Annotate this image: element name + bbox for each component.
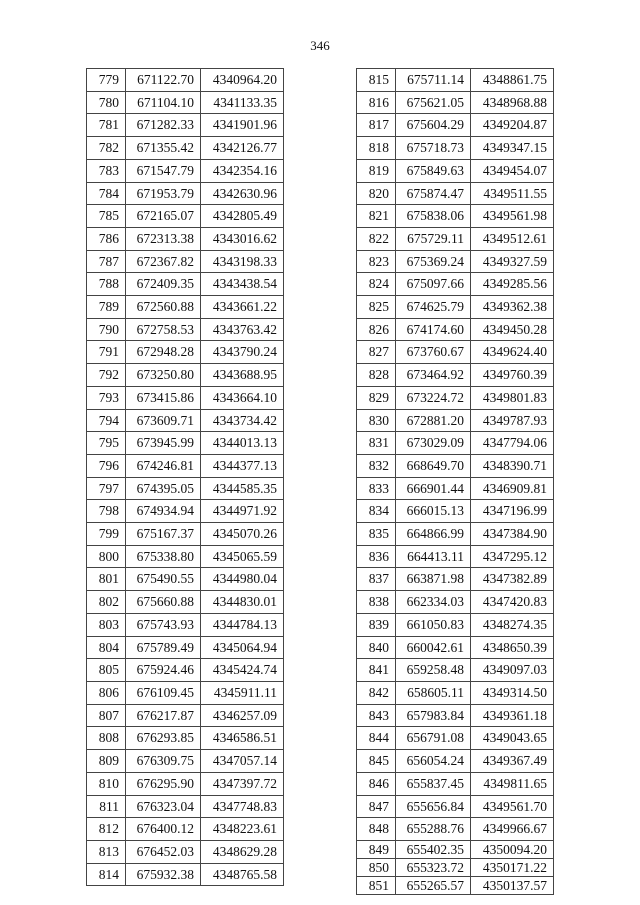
point-number-cell: 844 <box>357 727 396 750</box>
table-row <box>87 477 284 500</box>
y-coordinate-cell: 4349801.83 <box>471 386 554 409</box>
point-number-cell: 789 <box>87 296 126 319</box>
table-row <box>357 477 554 500</box>
table-row <box>357 454 554 477</box>
y-coordinate-cell: 4349966.67 <box>471 818 554 841</box>
table-row <box>357 636 554 659</box>
x-coordinate-cell: 673029.09 <box>396 432 471 455</box>
x-coordinate-cell: 674174.60 <box>396 318 471 341</box>
point-number-cell: 848 <box>357 818 396 841</box>
point-number-cell: 791 <box>87 341 126 364</box>
y-coordinate-cell: 4349624.40 <box>471 341 554 364</box>
x-coordinate-cell: 661050.83 <box>396 613 471 636</box>
table-row <box>87 137 284 160</box>
point-number-cell: 833 <box>357 477 396 500</box>
x-coordinate-cell: 675838.06 <box>396 205 471 228</box>
y-coordinate-cell: 4348765.58 <box>201 863 284 886</box>
table-row <box>357 876 554 894</box>
x-coordinate-cell: 675338.80 <box>126 545 201 568</box>
x-coordinate-cell: 655323.72 <box>396 858 471 876</box>
table-row <box>357 69 554 92</box>
point-number-cell: 840 <box>357 636 396 659</box>
table-row <box>87 613 284 636</box>
x-coordinate-cell: 671953.79 <box>126 182 201 205</box>
point-number-cell: 831 <box>357 432 396 455</box>
table-row <box>357 613 554 636</box>
y-coordinate-cell: 4348861.75 <box>471 69 554 92</box>
x-coordinate-cell: 671547.79 <box>126 159 201 182</box>
point-number-cell: 846 <box>357 772 396 795</box>
y-coordinate-cell: 4344784.13 <box>201 613 284 636</box>
x-coordinate-cell: 674625.79 <box>396 296 471 319</box>
y-coordinate-cell: 4344980.04 <box>201 568 284 591</box>
table-row <box>87 205 284 228</box>
x-coordinate-cell: 673760.67 <box>396 341 471 364</box>
point-number-cell: 817 <box>357 114 396 137</box>
x-coordinate-cell: 672758.53 <box>126 318 201 341</box>
x-coordinate-cell: 672881.20 <box>396 409 471 432</box>
y-coordinate-cell: 4345064.94 <box>201 636 284 659</box>
table-row <box>87 659 284 682</box>
y-coordinate-cell: 4345070.26 <box>201 523 284 546</box>
table-row <box>357 568 554 591</box>
x-coordinate-cell: 675849.63 <box>396 159 471 182</box>
x-coordinate-cell: 657983.84 <box>396 704 471 727</box>
table-row <box>357 750 554 773</box>
y-coordinate-cell: 4347295.12 <box>471 545 554 568</box>
table-row <box>87 727 284 750</box>
table-row <box>87 364 284 387</box>
point-number-cell: 820 <box>357 182 396 205</box>
table-row <box>87 227 284 250</box>
x-coordinate-cell: 672560.88 <box>126 296 201 319</box>
x-coordinate-cell: 675621.05 <box>396 91 471 114</box>
x-coordinate-cell: 655288.76 <box>396 818 471 841</box>
point-number-cell: 803 <box>87 613 126 636</box>
table-row <box>87 159 284 182</box>
point-number-cell: 799 <box>87 523 126 546</box>
point-number-cell: 790 <box>87 318 126 341</box>
x-coordinate-cell: 671104.10 <box>126 91 201 114</box>
point-number-cell: 800 <box>87 545 126 568</box>
y-coordinate-cell: 4348629.28 <box>201 840 284 863</box>
y-coordinate-cell: 4348390.71 <box>471 454 554 477</box>
x-coordinate-cell: 660042.61 <box>396 636 471 659</box>
table-row <box>87 500 284 523</box>
point-number-cell: 837 <box>357 568 396 591</box>
point-number-cell: 796 <box>87 454 126 477</box>
point-number-cell: 801 <box>87 568 126 591</box>
y-coordinate-cell: 4347384.90 <box>471 523 554 546</box>
table-row <box>87 114 284 137</box>
point-number-cell: 812 <box>87 818 126 841</box>
point-number-cell: 795 <box>87 432 126 455</box>
point-number-cell: 809 <box>87 750 126 773</box>
table-row <box>357 681 554 704</box>
table-row <box>357 523 554 546</box>
x-coordinate-cell: 675718.73 <box>396 137 471 160</box>
x-coordinate-cell: 676400.12 <box>126 818 201 841</box>
y-coordinate-cell: 4340964.20 <box>201 69 284 92</box>
point-number-cell: 819 <box>357 159 396 182</box>
y-coordinate-cell: 4345065.59 <box>201 545 284 568</box>
point-number-cell: 827 <box>357 341 396 364</box>
point-number-cell: 847 <box>357 795 396 818</box>
table-row <box>87 750 284 773</box>
table-row <box>357 545 554 568</box>
point-number-cell: 821 <box>357 205 396 228</box>
table-row <box>357 409 554 432</box>
x-coordinate-cell: 675932.38 <box>126 863 201 886</box>
table-row <box>87 91 284 114</box>
point-number-cell: 818 <box>357 137 396 160</box>
y-coordinate-cell: 4343734.42 <box>201 409 284 432</box>
y-coordinate-cell: 4348274.35 <box>471 613 554 636</box>
y-coordinate-cell: 4349362.38 <box>471 296 554 319</box>
x-coordinate-cell: 672409.35 <box>126 273 201 296</box>
x-coordinate-cell: 672948.28 <box>126 341 201 364</box>
table-row <box>357 818 554 841</box>
point-number-cell: 826 <box>357 318 396 341</box>
y-coordinate-cell: 4349204.87 <box>471 114 554 137</box>
x-coordinate-cell: 673224.72 <box>396 386 471 409</box>
table-row <box>87 182 284 205</box>
point-number-cell: 797 <box>87 477 126 500</box>
x-coordinate-cell: 675369.24 <box>396 250 471 273</box>
x-coordinate-cell: 666901.44 <box>396 477 471 500</box>
y-coordinate-cell: 4349347.15 <box>471 137 554 160</box>
point-number-cell: 830 <box>357 409 396 432</box>
point-number-cell: 807 <box>87 704 126 727</box>
point-number-cell: 842 <box>357 681 396 704</box>
y-coordinate-cell: 4342126.77 <box>201 137 284 160</box>
x-coordinate-cell: 666015.13 <box>396 500 471 523</box>
point-number-cell: 843 <box>357 704 396 727</box>
point-number-cell: 835 <box>357 523 396 546</box>
y-coordinate-cell: 4344971.92 <box>201 500 284 523</box>
coordinates-table-left <box>86 68 284 886</box>
point-number-cell: 845 <box>357 750 396 773</box>
table-row <box>87 318 284 341</box>
y-coordinate-cell: 4343016.62 <box>201 227 284 250</box>
table-row <box>87 341 284 364</box>
x-coordinate-cell: 675167.37 <box>126 523 201 546</box>
y-coordinate-cell: 4343664.10 <box>201 386 284 409</box>
x-coordinate-cell: 655402.35 <box>396 840 471 858</box>
table-row <box>87 636 284 659</box>
page-number: 346 <box>310 38 330 53</box>
y-coordinate-cell: 4349561.98 <box>471 205 554 228</box>
y-coordinate-cell: 4347196.99 <box>471 500 554 523</box>
y-coordinate-cell: 4349760.39 <box>471 364 554 387</box>
point-number-cell: 849 <box>357 840 396 858</box>
y-coordinate-cell: 4343688.95 <box>201 364 284 387</box>
x-coordinate-cell: 656054.24 <box>396 750 471 773</box>
table-row <box>87 69 284 92</box>
table-row <box>357 500 554 523</box>
table-row <box>357 858 554 876</box>
y-coordinate-cell: 4349327.59 <box>471 250 554 273</box>
table-row <box>357 727 554 750</box>
y-coordinate-cell: 4349511.55 <box>471 182 554 205</box>
x-coordinate-cell: 668649.70 <box>396 454 471 477</box>
point-number-cell: 832 <box>357 454 396 477</box>
x-coordinate-cell: 674934.94 <box>126 500 201 523</box>
table-row <box>357 840 554 858</box>
table-row <box>357 114 554 137</box>
point-number-cell: 808 <box>87 727 126 750</box>
point-number-cell: 850 <box>357 858 396 876</box>
x-coordinate-cell: 674395.05 <box>126 477 201 500</box>
table-row <box>87 772 284 795</box>
y-coordinate-cell: 4346257.09 <box>201 704 284 727</box>
y-coordinate-cell: 4349097.03 <box>471 659 554 682</box>
x-coordinate-cell: 673945.99 <box>126 432 201 455</box>
point-number-cell: 806 <box>87 681 126 704</box>
y-coordinate-cell: 4347748.83 <box>201 795 284 818</box>
table-row <box>87 432 284 455</box>
point-number-cell: 834 <box>357 500 396 523</box>
x-coordinate-cell: 675490.55 <box>126 568 201 591</box>
y-coordinate-cell: 4350137.57 <box>471 876 554 894</box>
y-coordinate-cell: 4343790.24 <box>201 341 284 364</box>
point-number-cell: 816 <box>357 91 396 114</box>
table-row <box>357 227 554 250</box>
point-number-cell: 829 <box>357 386 396 409</box>
y-coordinate-cell: 4344013.13 <box>201 432 284 455</box>
x-coordinate-cell: 676293.85 <box>126 727 201 750</box>
x-coordinate-cell: 662334.03 <box>396 591 471 614</box>
y-coordinate-cell: 4344585.35 <box>201 477 284 500</box>
point-number-cell: 825 <box>357 296 396 319</box>
table-row <box>357 341 554 364</box>
y-coordinate-cell: 4347382.89 <box>471 568 554 591</box>
y-coordinate-cell: 4344377.13 <box>201 454 284 477</box>
table-row <box>87 840 284 863</box>
table-row <box>87 250 284 273</box>
x-coordinate-cell: 676217.87 <box>126 704 201 727</box>
x-coordinate-cell: 673250.80 <box>126 364 201 387</box>
point-number-cell: 786 <box>87 227 126 250</box>
point-number-cell: 811 <box>87 795 126 818</box>
x-coordinate-cell: 672367.82 <box>126 250 201 273</box>
x-coordinate-cell: 671282.33 <box>126 114 201 137</box>
y-coordinate-cell: 4348650.39 <box>471 636 554 659</box>
x-coordinate-cell: 664866.99 <box>396 523 471 546</box>
table-row <box>357 273 554 296</box>
point-number-cell: 815 <box>357 69 396 92</box>
y-coordinate-cell: 4343763.42 <box>201 318 284 341</box>
y-coordinate-cell: 4348968.88 <box>471 91 554 114</box>
y-coordinate-cell: 4344830.01 <box>201 591 284 614</box>
x-coordinate-cell: 658605.11 <box>396 681 471 704</box>
x-coordinate-cell: 675729.11 <box>396 227 471 250</box>
point-number-cell: 823 <box>357 250 396 273</box>
table-row <box>87 454 284 477</box>
coordinates-table-right <box>356 68 554 895</box>
x-coordinate-cell: 672165.07 <box>126 205 201 228</box>
point-number-cell: 839 <box>357 613 396 636</box>
y-coordinate-cell: 4349043.65 <box>471 727 554 750</box>
point-number-cell: 804 <box>87 636 126 659</box>
point-number-cell: 784 <box>87 182 126 205</box>
y-coordinate-cell: 4349450.28 <box>471 318 554 341</box>
table-row <box>357 704 554 727</box>
table-row <box>87 273 284 296</box>
y-coordinate-cell: 4348223.61 <box>201 818 284 841</box>
table-row <box>87 818 284 841</box>
y-coordinate-cell: 4350171.22 <box>471 858 554 876</box>
y-coordinate-cell: 4341901.96 <box>201 114 284 137</box>
point-number-cell: 794 <box>87 409 126 432</box>
table-row <box>357 364 554 387</box>
x-coordinate-cell: 676309.75 <box>126 750 201 773</box>
point-number-cell: 841 <box>357 659 396 682</box>
y-coordinate-cell: 4349454.07 <box>471 159 554 182</box>
point-number-cell: 822 <box>357 227 396 250</box>
x-coordinate-cell: 676109.45 <box>126 681 201 704</box>
table-row <box>357 137 554 160</box>
point-number-cell: 838 <box>357 591 396 614</box>
point-number-cell: 780 <box>87 91 126 114</box>
x-coordinate-cell: 672313.38 <box>126 227 201 250</box>
y-coordinate-cell: 4342354.16 <box>201 159 284 182</box>
y-coordinate-cell: 4349787.93 <box>471 409 554 432</box>
y-coordinate-cell: 4343198.33 <box>201 250 284 273</box>
y-coordinate-cell: 4347057.14 <box>201 750 284 773</box>
x-coordinate-cell: 671122.70 <box>126 69 201 92</box>
table-row <box>357 250 554 273</box>
table-row <box>87 863 284 886</box>
y-coordinate-cell: 4341133.35 <box>201 91 284 114</box>
table-row <box>87 704 284 727</box>
table-row <box>357 318 554 341</box>
x-coordinate-cell: 655837.45 <box>396 772 471 795</box>
table-row <box>87 386 284 409</box>
table-row <box>357 296 554 319</box>
table-row <box>357 659 554 682</box>
x-coordinate-cell: 675874.47 <box>396 182 471 205</box>
point-number-cell: 783 <box>87 159 126 182</box>
x-coordinate-cell: 675711.14 <box>396 69 471 92</box>
point-number-cell: 779 <box>87 69 126 92</box>
table-row <box>357 205 554 228</box>
x-coordinate-cell: 676323.04 <box>126 795 201 818</box>
x-coordinate-cell: 659258.48 <box>396 659 471 682</box>
x-coordinate-cell: 675743.93 <box>126 613 201 636</box>
x-coordinate-cell: 675789.49 <box>126 636 201 659</box>
table-row <box>357 772 554 795</box>
x-coordinate-cell: 673415.86 <box>126 386 201 409</box>
y-coordinate-cell: 4349367.49 <box>471 750 554 773</box>
table-row <box>87 409 284 432</box>
point-number-cell: 813 <box>87 840 126 863</box>
point-number-cell: 781 <box>87 114 126 137</box>
table-row <box>357 432 554 455</box>
x-coordinate-cell: 675660.88 <box>126 591 201 614</box>
table-row <box>87 591 284 614</box>
x-coordinate-cell: 674246.81 <box>126 454 201 477</box>
point-number-cell: 782 <box>87 137 126 160</box>
y-coordinate-cell: 4345424.74 <box>201 659 284 682</box>
x-coordinate-cell: 676452.03 <box>126 840 201 863</box>
y-coordinate-cell: 4349561.70 <box>471 795 554 818</box>
y-coordinate-cell: 4347397.72 <box>201 772 284 795</box>
point-number-cell: 810 <box>87 772 126 795</box>
point-number-cell: 792 <box>87 364 126 387</box>
table-row <box>87 681 284 704</box>
point-number-cell: 798 <box>87 500 126 523</box>
table-row <box>357 91 554 114</box>
point-number-cell: 814 <box>87 863 126 886</box>
y-coordinate-cell: 4346586.51 <box>201 727 284 750</box>
table-row <box>87 568 284 591</box>
y-coordinate-cell: 4349512.61 <box>471 227 554 250</box>
point-number-cell: 824 <box>357 273 396 296</box>
x-coordinate-cell: 676295.90 <box>126 772 201 795</box>
y-coordinate-cell: 4350094.20 <box>471 840 554 858</box>
point-number-cell: 802 <box>87 591 126 614</box>
y-coordinate-cell: 4349361.18 <box>471 704 554 727</box>
point-number-cell: 787 <box>87 250 126 273</box>
y-coordinate-cell: 4345911.11 <box>201 681 284 704</box>
table-row <box>87 523 284 546</box>
point-number-cell: 785 <box>87 205 126 228</box>
table-row <box>357 159 554 182</box>
x-coordinate-cell: 655656.84 <box>396 795 471 818</box>
y-coordinate-cell: 4346909.81 <box>471 477 554 500</box>
table-row <box>357 795 554 818</box>
y-coordinate-cell: 4349811.65 <box>471 772 554 795</box>
x-coordinate-cell: 663871.98 <box>396 568 471 591</box>
point-number-cell: 793 <box>87 386 126 409</box>
y-coordinate-cell: 4347794.06 <box>471 432 554 455</box>
table-row <box>357 182 554 205</box>
table-row <box>357 591 554 614</box>
x-coordinate-cell: 664413.11 <box>396 545 471 568</box>
x-coordinate-cell: 673609.71 <box>126 409 201 432</box>
point-number-cell: 805 <box>87 659 126 682</box>
x-coordinate-cell: 655265.57 <box>396 876 471 894</box>
point-number-cell: 851 <box>357 876 396 894</box>
y-coordinate-cell: 4342630.96 <box>201 182 284 205</box>
x-coordinate-cell: 656791.08 <box>396 727 471 750</box>
table-row <box>357 386 554 409</box>
y-coordinate-cell: 4349314.50 <box>471 681 554 704</box>
table-row <box>87 545 284 568</box>
x-coordinate-cell: 673464.92 <box>396 364 471 387</box>
point-number-cell: 788 <box>87 273 126 296</box>
x-coordinate-cell: 671355.42 <box>126 137 201 160</box>
point-number-cell: 828 <box>357 364 396 387</box>
y-coordinate-cell: 4342805.49 <box>201 205 284 228</box>
x-coordinate-cell: 675604.29 <box>396 114 471 137</box>
x-coordinate-cell: 675097.66 <box>396 273 471 296</box>
y-coordinate-cell: 4347420.83 <box>471 591 554 614</box>
y-coordinate-cell: 4343661.22 <box>201 296 284 319</box>
y-coordinate-cell: 4343438.54 <box>201 273 284 296</box>
x-coordinate-cell: 675924.46 <box>126 659 201 682</box>
table-row <box>87 795 284 818</box>
table-row <box>87 296 284 319</box>
y-coordinate-cell: 4349285.56 <box>471 273 554 296</box>
point-number-cell: 836 <box>357 545 396 568</box>
